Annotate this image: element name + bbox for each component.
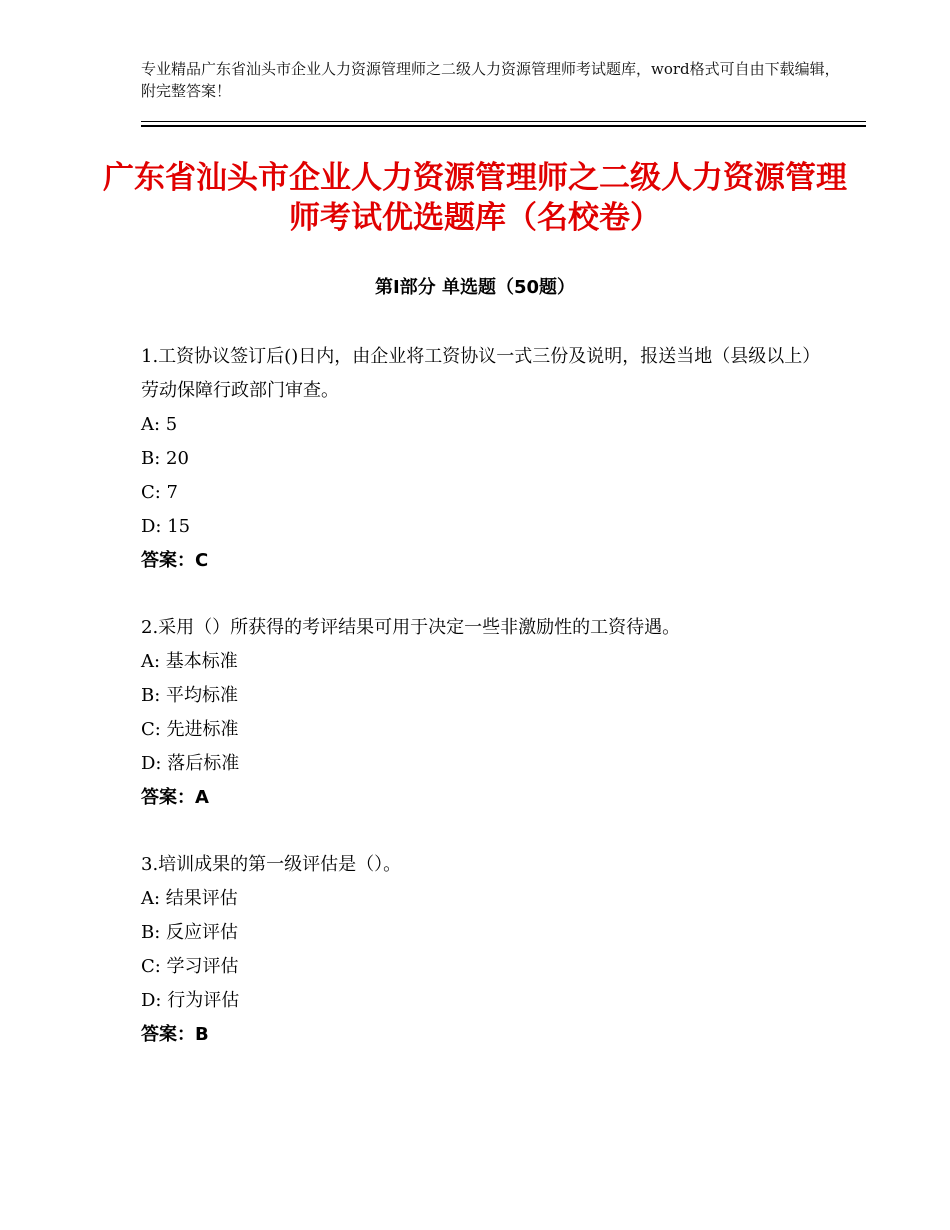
question-stem: 3.培训成果的第一级评估是（）。	[141, 854, 402, 875]
option-a: A: 5	[141, 414, 178, 435]
answer-line: 答案：B	[141, 1024, 209, 1045]
option-c: C: 学习评估	[141, 956, 239, 977]
question-stem: 1.工资协议签订后()日内，由企业将工资协议一式三份及说明，报送当地（县级以上）劳动保障行政部门审查。	[141, 346, 821, 401]
answer-line: 答案：C	[141, 550, 209, 571]
section-title: 第Ⅰ部分 单选题（50题）	[374, 277, 575, 298]
document-title: 广东省汕头市企业人力资源管理师之二级人力资源管理师考试优选题库（名校卷）	[103, 160, 847, 236]
option-a: A: 基本标准	[141, 651, 238, 672]
option-c: C: 7	[141, 482, 179, 503]
option-b: B: 反应评估	[141, 922, 239, 943]
option-d: D: 行为评估	[141, 990, 240, 1011]
question-3	[141, 848, 821, 1052]
option-c: C: 先进标准	[141, 719, 239, 740]
question-list	[141, 340, 821, 1085]
option-b: B: 20	[141, 448, 189, 469]
header-rule-thin	[141, 121, 866, 122]
option-d: D: 15	[141, 516, 191, 537]
option-b: B: 平均标准	[141, 685, 239, 706]
option-d: D: 落后标准	[141, 753, 240, 774]
question-stem: 2.采用（）所获得的考评结果可用于决定一些非激励性的工资待遇。	[141, 617, 681, 638]
answer-line: 答案：A	[141, 787, 209, 808]
header-note: 专业精品广东省汕头市企业人力资源管理师之二级人力资源管理师考试题库，word格式可自由下载编辑，附完整答案！	[141, 60, 840, 100]
header-rule-thick	[141, 125, 866, 127]
question-2	[141, 611, 821, 815]
question-1	[141, 340, 821, 578]
option-a: A: 结果评估	[141, 888, 238, 909]
